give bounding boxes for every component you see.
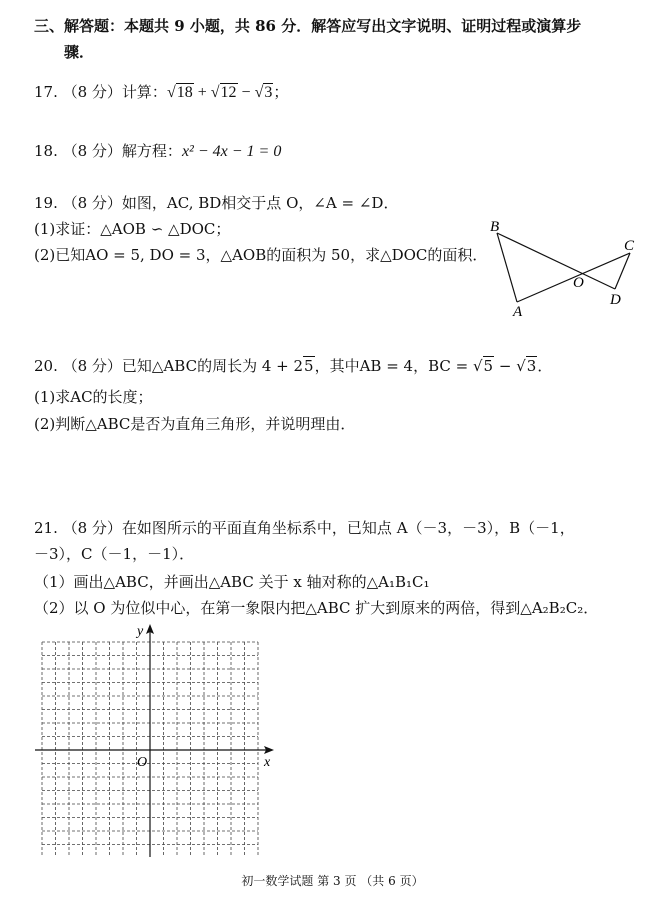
question-20-stem: 20. （8 分）已知△ABC的周长为 4 + 25，其中AB = 4，BC = √5 − √3． <box>34 357 553 375</box>
page-footer: 初一数学试题 第 3 页 （共 6 页） <box>241 874 424 888</box>
x-axis-label: x <box>264 755 271 770</box>
question-18 <box>34 141 281 162</box>
q17-prefix: 17. （8 分）计算： <box>34 83 167 101</box>
question-21-part2: （2）以 O 为位似中心，在第一象限内把△ABC 扩大到原来的两倍，得到△A₂B₂C₂． <box>34 599 599 617</box>
question-19-stem: 19. （8 分）如图，AC, BD相交于点 O，∠A = ∠D． <box>34 194 399 212</box>
section-heading-cont: 骤． <box>64 43 95 61</box>
question-19-part2: (2)已知AO = 5, DO = 3，△AOB的面积为 50，求△DOC的面积． <box>34 246 488 264</box>
question-21-stem: 21. （8 分）在如图所示的平面直角坐标系中，已知点 A（－3，－3），B（－1， <box>34 519 575 537</box>
label-O: O <box>573 275 584 291</box>
q17-expression: √18 + √12 − √3 <box>166 84 273 101</box>
label-D: D <box>610 292 621 308</box>
y-axis-label: y <box>137 624 144 639</box>
q18-prefix: 18. （8 分）解方程： <box>34 142 182 160</box>
q18-equation: x² − 4x − 1 = 0 <box>181 143 282 160</box>
coordinate-grid <box>30 620 290 860</box>
question-21-part1: （1）画出△ABC，并画出△ABC 关于 x 轴对称的△A₁B₁C₁ <box>34 573 430 591</box>
question-19-part1: (1)求证：△AOB ∽ △DOC； <box>34 220 231 238</box>
question-20-part1: (1)求AC的长度； <box>34 388 153 406</box>
section-heading: 三、解答题：本题共 9 小题，共 86 分．解答应写出文字说明、证明过程或演算步 <box>34 17 582 35</box>
label-C: C <box>624 238 635 254</box>
origin-label: O <box>137 755 148 770</box>
label-A: A <box>513 304 523 320</box>
label-B: B <box>490 219 500 235</box>
question-17: 17. （8 分）计算：√18 + √12 − √3； <box>34 83 289 101</box>
question-20-part2: (2)判断△ABC是否为直角三角形，并说明理由． <box>34 415 356 433</box>
q19-figure <box>480 212 650 322</box>
question-21-stem-cont: －3），C（－1，－1）． <box>34 545 195 563</box>
